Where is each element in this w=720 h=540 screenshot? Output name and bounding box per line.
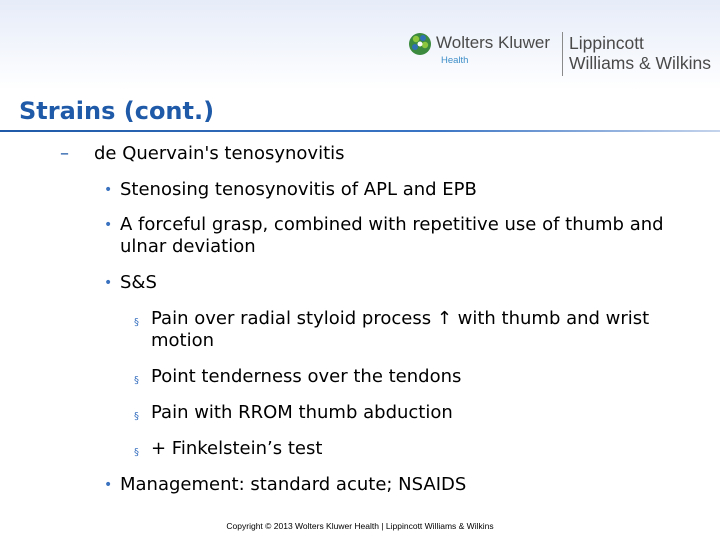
sub-bullet-marker: § [134, 447, 139, 458]
sub-bullet-text: Point tenderness over the tendons [151, 366, 462, 387]
division-name: Health [441, 55, 469, 66]
bullet-marker: • [104, 217, 113, 233]
sub-bullet-text: + Finkelstein’s test [151, 438, 323, 459]
company-name: Wolters Kluwer [436, 33, 550, 52]
sub-bullet-marker: § [134, 317, 139, 328]
dash-marker: – [60, 143, 69, 164]
imprint-name-line2: Williams & Wilkins [569, 53, 711, 73]
bullet-marker: • [104, 182, 113, 198]
bullet-text: S&S [120, 272, 157, 293]
imprint-name-line1: Lippincott [569, 33, 644, 53]
sub-bullet-text: Pain over radial styloid process ↑ with thumb and wrist motion [151, 308, 650, 351]
title-divider [0, 130, 720, 132]
sub-bullet-marker: § [134, 375, 139, 386]
bullet-text: Stenosing tenosynovitis of APL and EPB [120, 179, 477, 200]
bullet-marker: • [104, 275, 113, 291]
sub-bullet-text: Pain with RROM thumb abduction [151, 402, 453, 423]
copyright-footer: Copyright © 2013 Wolters Kluwer Health | Lippincott Williams & Wilkins [226, 521, 494, 531]
bullet-text: Management: standard acute; NSAIDS [120, 474, 467, 495]
sub-bullet-marker: § [134, 411, 139, 422]
topic-text: de Quervain's tenosynovitis [94, 143, 345, 164]
publisher-logo [408, 30, 718, 80]
globe-icon [408, 32, 432, 56]
bullet-text: A forceful grasp, combined with repetitive use of thumb and ulnar deviation [120, 214, 664, 257]
logo-divider [562, 32, 563, 76]
bullet-marker: • [104, 477, 113, 493]
slide-title: Strains (cont.) [19, 97, 215, 125]
